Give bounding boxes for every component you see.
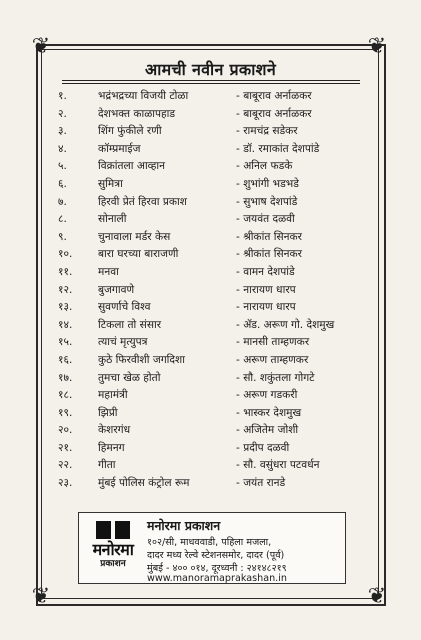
book-number: ४. <box>58 142 67 155</box>
publisher-website[interactable]: www.manoramaprakashan.in <box>147 573 287 584</box>
book-author: - सौ. वसुंधरा पटवर्धन <box>236 459 320 472</box>
book-number: ९. <box>58 230 67 243</box>
book-title: चुनावाला मर्डर केस <box>98 230 171 243</box>
book-row <box>58 405 368 423</box>
publisher-name: मनोरमा प्रकाशन <box>147 518 221 533</box>
book-number: १४. <box>58 318 73 331</box>
book-number: ३. <box>58 125 67 138</box>
book-row <box>58 475 368 493</box>
publisher-address-line1: १०२/सी, माधववाडी, पहिला मजला, <box>147 537 272 548</box>
corner-ornament-bottom-right: ❦ <box>367 584 387 609</box>
book-row <box>58 370 368 388</box>
book-author: - रामचंद्र सडेकर <box>236 125 298 138</box>
book-title: त्याचं मृत्युपत्र <box>98 336 148 349</box>
logo-text: मनोरमा <box>92 540 134 559</box>
corner-ornament-top-right: ❦ <box>367 34 387 59</box>
book-author: - नारायण धारप <box>236 301 296 314</box>
publisher-box <box>78 512 346 584</box>
book-author: - श्रीकांत सिनकर <box>236 248 302 261</box>
book-row <box>58 334 368 352</box>
book-title: सुमित्रा <box>98 177 123 190</box>
book-row <box>58 229 368 247</box>
book-title: बुजगावणे <box>98 283 135 296</box>
book-author: - ॲड. अरूण गो. देशमुख <box>236 318 335 331</box>
book-number: ११. <box>58 265 73 278</box>
book-author: - श्रीकांत सिनकर <box>236 230 302 243</box>
book-title: बारा घरच्या बाराजणी <box>98 248 179 261</box>
book-row <box>58 352 368 370</box>
book-number: ५. <box>58 160 67 173</box>
book-title: विक्रांतला आव्हान <box>98 160 165 173</box>
book-author: - अजितेम जोशी <box>236 424 299 437</box>
book-title: महामंत्री <box>98 389 128 402</box>
book-author: - डॉ. रमाकांत देशपांडे <box>236 142 320 155</box>
publisher-logo <box>85 519 141 577</box>
book-number: १३. <box>58 301 73 314</box>
book-title: मनवा <box>98 265 119 278</box>
book-author: - वामन देशपांडे <box>236 265 295 278</box>
book-row <box>58 176 368 194</box>
book-title: तुमचा खेळ होतो <box>98 371 161 384</box>
book-author: - अरूण गडकरी <box>236 389 298 402</box>
book-icon <box>96 521 130 539</box>
book-row <box>58 422 368 440</box>
book-row <box>58 264 368 282</box>
book-number: १९. <box>58 406 73 419</box>
book-title: कॉम्प्रमाईज <box>98 142 141 155</box>
book-number: १७. <box>58 371 73 384</box>
book-title: केशरगंध <box>98 424 131 437</box>
book-number: १५. <box>58 336 73 349</box>
book-author: - प्रदीप दळवी <box>236 441 290 454</box>
book-title: गीता <box>98 459 116 472</box>
book-number: ८. <box>58 213 67 226</box>
book-title: देशभक्त काळापहाड <box>98 107 176 120</box>
book-author: - अनिल फडके <box>236 160 293 173</box>
book-title: मुंबई पोलिस कंट्रोल रूम <box>98 477 190 490</box>
book-row <box>58 440 368 458</box>
book-number: २३. <box>58 477 73 490</box>
book-number: २. <box>58 107 67 120</box>
book-row <box>58 317 368 335</box>
book-number: २२. <box>58 459 73 472</box>
book-row <box>58 387 368 405</box>
publisher-address-line2: दादर मध्य रेल्वे स्टेशनसमोर, दादर (पूर्व) <box>147 550 285 561</box>
publisher-phone: मुंबई - ४०० ०१४, दूरध्वनी : २४१४८२१९ <box>147 563 287 574</box>
book-author: - जयंत रानडे <box>236 477 286 490</box>
book-row <box>58 194 368 212</box>
book-title: हिमनग <box>98 441 125 454</box>
book-row <box>58 457 368 475</box>
logo-subtext: प्रकाशन <box>100 559 126 569</box>
book-title: हिरवी प्रेतं हिरवा प्रकाश <box>98 195 187 208</box>
book-title: शिंग फुंकीले रणी <box>98 125 162 138</box>
book-title: भद्रंभद्रच्या विजयी टोळा <box>98 90 189 102</box>
book-list <box>58 88 368 493</box>
book-author: - बाबूराव अर्नाळकर <box>236 90 312 102</box>
book-row <box>58 282 368 300</box>
book-row <box>58 141 368 159</box>
book-author: - बाबूराव अर्नाळकर <box>236 107 312 120</box>
book-row <box>58 106 368 124</box>
book-title: सोनाली <box>98 213 127 226</box>
book-number: १६. <box>58 353 73 366</box>
book-author: - शुभांगी भडभडे <box>236 177 299 190</box>
book-number: २१. <box>58 441 73 454</box>
corner-ornament-top-left: ❦ <box>31 34 51 59</box>
book-number: १०. <box>58 248 73 261</box>
title-underline <box>62 80 360 84</box>
book-title: कुठे फिरवीशी जगदिशा <box>98 353 185 366</box>
book-number: १२. <box>58 283 73 296</box>
corner-ornament-bottom-left: ❦ <box>31 584 51 609</box>
book-row <box>58 299 368 317</box>
book-number: १. <box>58 90 67 102</box>
book-author: - नारायण धारप <box>236 283 296 296</box>
book-author: - मानसी ताम्हणकर <box>236 336 310 349</box>
book-author: - सौ. शकुंतला गोगटे <box>236 371 315 384</box>
book-row <box>58 158 368 176</box>
book-number: २०. <box>58 424 73 437</box>
book-number: १८. <box>58 389 73 402</box>
book-title: सुवर्णाचे विश्व <box>98 301 151 314</box>
book-author: - जयवंत दळवी <box>236 213 295 226</box>
book-title: टिकला तो संसार <box>98 318 162 331</box>
page-title: आमची नवीन प्रकाशने <box>144 60 277 79</box>
book-row <box>58 123 368 141</box>
book-row <box>58 211 368 229</box>
book-author: - अरूण ताम्हणकर <box>236 353 309 366</box>
book-number: ७. <box>58 195 67 208</box>
book-title: झिप्री <box>98 406 118 419</box>
book-author: - भास्कर देशमुख <box>236 406 302 419</box>
book-row <box>58 88 368 106</box>
book-number: ६. <box>58 177 67 190</box>
book-row <box>58 246 368 264</box>
book-author: - सुभाष देशपांडे <box>236 195 298 208</box>
